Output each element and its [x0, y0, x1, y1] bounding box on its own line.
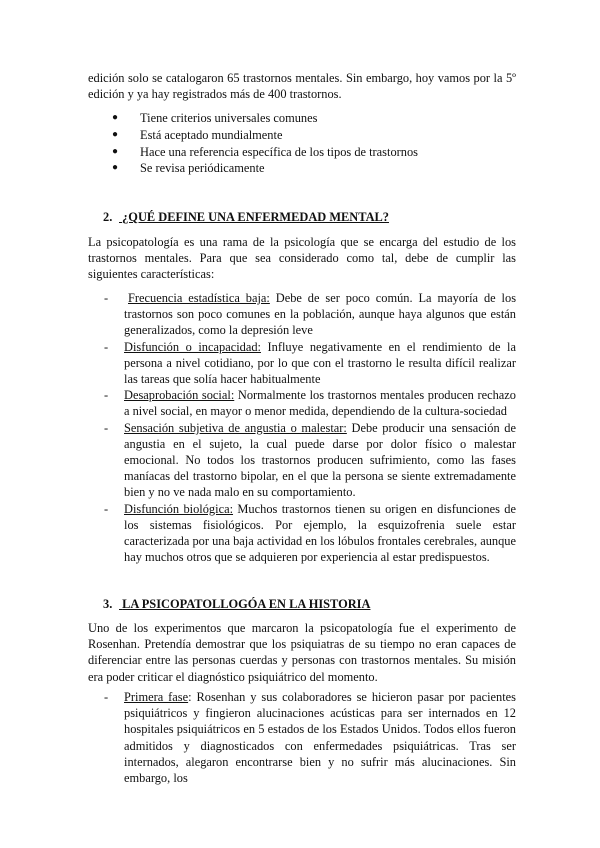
section-2-heading — [103, 209, 389, 225]
item-term: Sensación subjetiva de angustia o malestar: — [124, 420, 347, 435]
bullet-icon: ● — [112, 162, 119, 174]
dash-icon: - — [104, 420, 109, 435]
section-2-title: ¿QUÉ DEFINE UNA ENFERMEDAD MENTAL? — [122, 210, 389, 224]
item-text: : Rosenhan y sus colaboradores se hicieron pasar por pacientes psiquiátricos y fingieron alucinaciones acústicas para ser internados en 12 hospitales psiquiátricos en 5 estados de los Estados Unidos. Todos ellos fueron admitidos y diagnosticados con enfermedades psiquiátricas. Tras ser internados, alegaron encontrarse bien y no sufrir más alucinaciones. Sin embargo, los — [124, 690, 516, 786]
list-item: ● Tiene criterios universales comunes — [112, 111, 318, 125]
item-text: Normalmente los trastornos mentales producen rechazo a nivel social, en mayor o menor medida, dependiendo de la cultura-sociedad — [124, 388, 516, 419]
list-item — [104, 420, 516, 501]
bullet-icon: ● — [112, 145, 119, 157]
item-term: Disfunción o incapacidad: — [124, 339, 261, 354]
item-term: Desaprobación social: — [124, 388, 235, 403]
phases-list — [104, 689, 516, 786]
list-item — [104, 689, 516, 786]
item-text: Influye negativamente en el rendimiento de la persona a nivel cotidiano, por lo que con el trastorno le resulta difícil realizar las tareas que solía hacer habitualmente — [124, 339, 516, 387]
list-item — [104, 387, 516, 419]
item-text: Debe de ser poco común. La mayoría de los trastornos son poco comunes en la población, aunque haya algunos que están generalizados, como la depresión leve — [124, 291, 517, 338]
item-term: Frecuencia estadística baja: — [128, 291, 270, 305]
section-3-heading — [103, 596, 370, 612]
bullet-icon: ● — [112, 112, 119, 123]
item-text: Debe producir una sensación de angustia en el sujeto, la cual puede darse por dolor físico o malestar emocional. No todos los trastornos producen sufrimiento, como las fases maníacas del trastorno bipolar, en el que la persona se siente extremadamente bien y no ve nada malo en su comportamiento. — [124, 420, 516, 500]
section-3-title: LA PSICOPATOLLOGÓA EN LA HISTORIA — [122, 597, 371, 611]
list-item — [104, 290, 516, 339]
section-2-intro: La psicopatología es una rama de la psicología que se encarga del estudio de los trastornos mentales. Para que sea considerado como tal, debe de cumplir las siguientes características: — [88, 235, 516, 282]
item-term: Disfunción biológica: — [124, 501, 234, 516]
characteristics-list — [104, 290, 516, 565]
dash-icon: - — [104, 690, 109, 704]
item-term: Primera fase — [124, 690, 189, 704]
section-2-number: 2. — [103, 210, 113, 224]
item-text: Muchos trastornos tienen su origen en disfunciones de los sistemas fisiológicos. Por ejemplo, la esquizofrenia suele estar caracterizada por una baja actividad en los lóbulos frontales cerebrales, aunque hay muchos otros que se adquieren por experiencia al estar predispuestos. — [124, 501, 516, 565]
dash-icon: - — [104, 339, 109, 354]
section-3-intro: Uno de los experimentos que marcaron la psicopatología fue el experimento de Rosenhan. Pretendía demostrar que los psiquiatras de su tiempo no eran capaces de diferenciar entre las personas cuerdas y personas con trastornos mentales. Su misión era poder criticar el diagnóstico psiquiátrico del momento. — [88, 621, 516, 684]
intro-paragraph: edición solo se catalogaron 65 trastornos mentales. Sin embargo, hoy vamos por la 5º edición y ya hay registrados más de 400 trastornos. — [88, 71, 516, 102]
list-item: ● Hace una referencia específica de los tipos de trastornos — [112, 144, 418, 159]
features-list — [112, 110, 512, 177]
section-3-number: 3. — [103, 597, 113, 611]
list-item: ● Está aceptado mundialmente — [112, 127, 283, 142]
dash-icon: - — [104, 291, 109, 305]
list-item: ● Se revisa periódicamente — [112, 161, 265, 176]
list-item — [104, 339, 516, 388]
bullet-icon: ● — [112, 128, 119, 140]
list-item — [104, 501, 516, 566]
dash-icon: - — [104, 388, 109, 403]
dash-icon: - — [104, 501, 109, 516]
